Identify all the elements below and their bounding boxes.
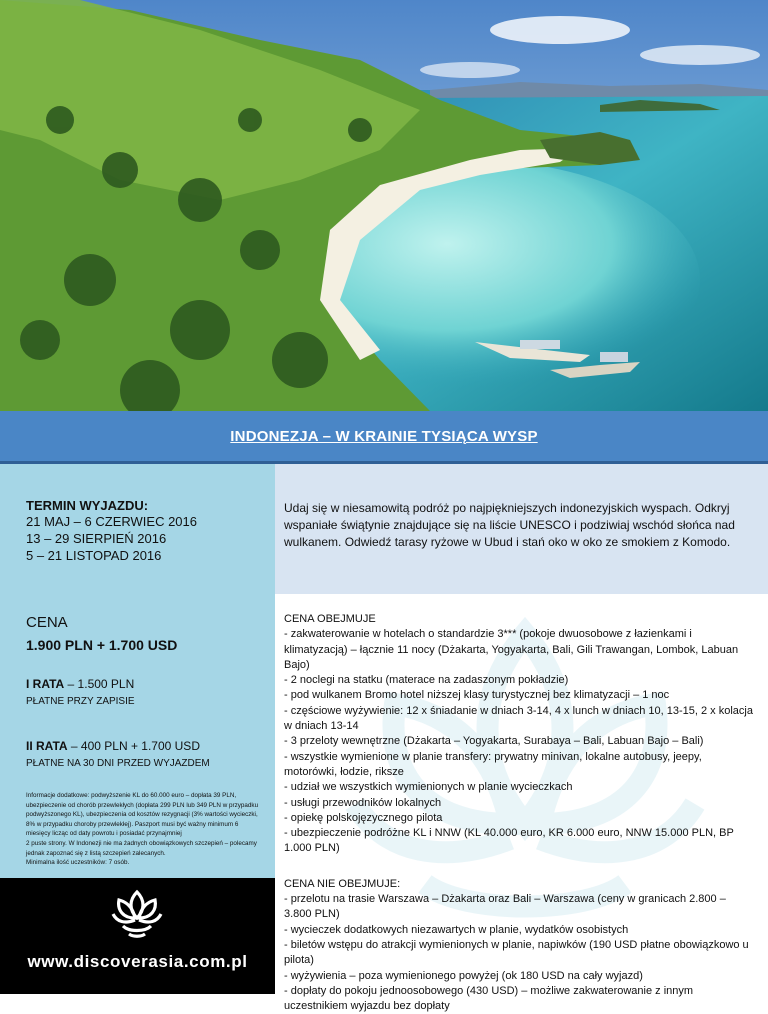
travel-date: 5 – 21 LISTOPAD 2016 bbox=[26, 548, 162, 563]
installment-2 bbox=[26, 739, 261, 753]
included-item: - ubezpieczenie podróżne KL i NNW (KL 40.000 euro, KR 6.000 euro, NNW 15.000 PLN, BP 1.000 PLN) bbox=[284, 827, 734, 855]
additional-info bbox=[26, 791, 261, 868]
installment-2-note: PŁATNE NA 30 DNI PRZED WYJAZDEM bbox=[26, 758, 210, 769]
installment-2-label: II RATA bbox=[26, 739, 68, 753]
included-item: - wszystkie wymienione w planie transfery: prywatny minivan, lokalne autobusy, jeepy, motorówki, łodzie, riksze bbox=[284, 750, 702, 778]
travel-dates-panel bbox=[0, 464, 275, 594]
travel-date: 13 – 29 SIERPIEŃ 2016 bbox=[26, 531, 167, 546]
intro-panel bbox=[275, 464, 768, 594]
included-item: - opiekę polskojęzycznego pilota bbox=[284, 811, 443, 824]
excluded-item: - dopłaty do pokoju jednoosobowego (430 USD) – możliwe zakwaterowanie z innym uczestnikiem wyjazdu bez dopłaty bbox=[284, 984, 694, 1013]
included-item: - udział we wszystkich wymienionych w planie wycieczkach bbox=[284, 781, 573, 794]
travel-date: 21 MAJ – 6 CZERWIEC 2016 bbox=[26, 514, 197, 529]
details-panel bbox=[275, 594, 768, 1013]
included-item: - 3 przeloty wewnętrzne (Dżakarta – Yogyakarta, Surabaya – Bali, Labuan Bajo – Bali) bbox=[284, 735, 704, 748]
excluded-item: - wyżywienia – poza wymienionego powyżej (ok 180 USD na cały wyjazd) bbox=[284, 969, 643, 982]
included-item: - 2 noclegi na statku (materace na zadaszonym pokładzie) bbox=[284, 674, 569, 687]
excluded-heading: CENA NIE OBEJMUJE: bbox=[284, 877, 401, 890]
excluded-item: - wycieczek dodatkowych niezawartych w planie, wydatków osobistych bbox=[284, 923, 629, 936]
travel-dates-label: TERMIN WYJAZDU: bbox=[26, 498, 149, 513]
installment-2-value: – 400 PLN + 1.700 USD bbox=[67, 739, 200, 753]
price-value: 1.900 PLN + 1.700 USD bbox=[26, 637, 178, 653]
included-item: - zakwaterowanie w hotelach o standardzie 3*** (pokoje dwuosobowe z łazienkami i klimatyzacją) – łącznie 11 nocy (Dżakarta, Yogyakarta, Bali, Gili Trawangan, Lombok, Labuan Bajo) bbox=[284, 628, 739, 671]
title-bar bbox=[0, 411, 768, 464]
installment-1-note: PŁATNE PRZY ZAPISIE bbox=[26, 696, 135, 707]
price-panel bbox=[0, 594, 275, 878]
lotus-icon bbox=[109, 888, 165, 940]
installment-1-value: – 1.500 PLN bbox=[64, 677, 135, 691]
included-item: - pod wulkanem Bromo hotel niższej klasy turystycznej bez klimatyzacji – 1 noc bbox=[284, 689, 670, 702]
website-link[interactable]: www.discoverasia.com.pl bbox=[27, 952, 248, 971]
additional-info-line: Minimalna ilość uczestników: 7 osób. bbox=[26, 859, 130, 867]
additional-info-line: Informacje dodatkowe: podwyższenie KL do 60.000 euro – dopłata 39 PLN, ubezpieczenie od chorób przewlekłych (dopłata 299 PLN lub 349 PLN w przypadku podwyższonego KL), ubezpieczenia od kosztów rezygnacji (3% wartości wycieczki, 8% w przypadku choroby przewlekłej). Paszport musi być ważny minimum 6 miesięcy licząc od daty powrotu i posiadać przynajmniej bbox=[26, 792, 259, 838]
included-item: - usługi przewodników lokalnych bbox=[284, 796, 442, 809]
price-label: CENA bbox=[26, 614, 68, 631]
brand-footer bbox=[0, 878, 275, 994]
excluded-item: - przelotu na trasie Warszawa – Dżakarta oraz Bali – Warszawa (ceny w granicach 2.800 – 3.800 PLN) bbox=[284, 893, 726, 921]
intro-text: Udaj się w niesamowitą podróż po najpiękniejszych indonezyjskich wyspach. Odkryj wspaniałe świątynie znajdujące się na liście UNESCO i podziwiaj wschód słońca nad wulkanem. Odwiedź tarasy ryżowe w Ubud i stań oko w oko ze smokiem z Komodo. bbox=[284, 501, 735, 549]
page-title: INDONEZJA – W KRAINIE TYSIĄCA WYSP bbox=[230, 427, 538, 445]
excluded-item: - biletów wstępu do atrakcji wymienionych w planie, napiwków (190 USD płatne obowiązkowo u pilota) bbox=[284, 938, 749, 967]
additional-info-line: 2 puste strony. W Indonezji nie ma żadnych obowiązkowych szczepień – polecamy jednak zapoznać się z listą szczepień zalecanych. bbox=[26, 839, 257, 857]
included-heading: CENA OBEJMUJE bbox=[284, 613, 376, 625]
installment-1 bbox=[26, 677, 261, 691]
installment-1-label: I RATA bbox=[26, 677, 65, 691]
included-item: - częściowe wyżywienie: 12 x śniadanie w dniach 3-14, 4 x lunch w dniach 10, 13-15, 2 x kolacja w dniach 13-14 bbox=[284, 704, 753, 733]
hero-image bbox=[0, 0, 768, 411]
